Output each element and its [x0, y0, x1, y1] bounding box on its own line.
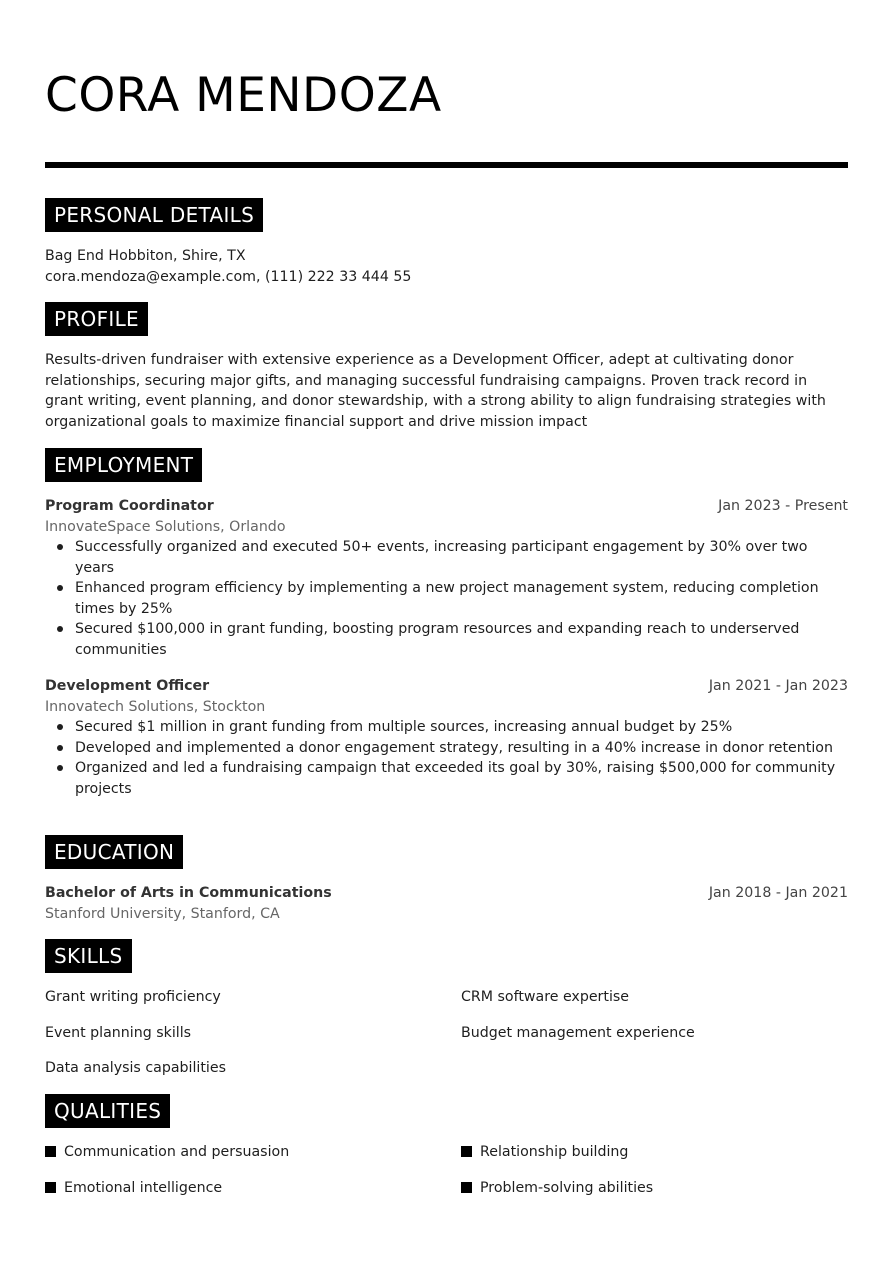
square-bullet-icon: [45, 1146, 56, 1157]
job-bullet: Secured $100,000 in grant funding, boosting program resources and expanding reach to underserved communities: [45, 619, 848, 660]
education-dates: Jan 2018 - Jan 2021: [708, 885, 848, 901]
job-bullet: Organized and led a fundraising campaign that exceeded its goal by 30%, raising $500,000 for community projects: [45, 758, 848, 799]
skill-item: Grant writing proficiency: [45, 989, 221, 1005]
bullet-dot-icon: [57, 626, 63, 632]
job-dates: Jan 2023 - Present: [718, 498, 848, 514]
profile-text: Results-driven fundraiser with extensive experience as a Development Officer, adept at cultivating donor relationships, securing major gifts, and managing successful fundraising campaigns. Proven track record in grant writing, event planning, and donor stewardship, with a strong ability to align fundraising strategies with organizational goals to maximize financial support and drive mission impact: [45, 352, 826, 430]
section-title-qualities: QUALITIES: [45, 1094, 170, 1128]
job-company: Innovatech Solutions, Stockton: [45, 699, 266, 715]
candidate-name: CORA MENDOZA: [45, 68, 442, 123]
section-title-employment: EMPLOYMENT: [45, 448, 202, 482]
quality-item: Emotional intelligence: [45, 1178, 222, 1199]
contact-text: cora.mendoza@example.com, (111) 222 33 444 55: [45, 269, 412, 285]
job-company: InnovateSpace Solutions, Orlando: [45, 519, 286, 535]
quality-item: Problem-solving abilities: [461, 1178, 653, 1199]
degree-title: Bachelor of Arts in Communications: [45, 885, 332, 901]
skill-item: Data analysis capabilities: [45, 1060, 226, 1076]
section-title-profile: PROFILE: [45, 302, 148, 336]
bullet-dot-icon: [57, 724, 63, 730]
quality-item: Communication and persuasion: [45, 1142, 289, 1163]
square-bullet-icon: [461, 1182, 472, 1193]
section-title-education: EDUCATION: [45, 835, 183, 869]
job-bullet: Enhanced program efficiency by implementing a new project management system, reducing completion times by 25%: [45, 578, 848, 619]
bullet-dot-icon: [57, 544, 63, 550]
job-title: Development Officer: [45, 678, 210, 694]
job-title: Program Coordinator: [45, 498, 214, 514]
job-bullet: Successfully organized and executed 50+ events, increasing participant engagement by 30% over two years: [45, 537, 848, 578]
quality-item: Relationship building: [461, 1142, 628, 1163]
bullet-dot-icon: [57, 765, 63, 771]
skill-item: CRM software expertise: [461, 989, 630, 1005]
address-text: Bag End Hobbiton, Shire, TX: [45, 248, 246, 264]
header-divider: [45, 162, 848, 168]
bullet-dot-icon: [57, 745, 63, 751]
job-bullet-list: [45, 717, 848, 799]
job-dates: Jan 2021 - Jan 2023: [708, 678, 848, 694]
bullet-dot-icon: [57, 585, 63, 591]
school-name: Stanford University, Stanford, CA: [45, 906, 280, 922]
job-bullet-list: [45, 537, 848, 660]
skill-item: Budget management experience: [461, 1025, 695, 1041]
skill-item: Event planning skills: [45, 1025, 192, 1041]
section-title-skills: SKILLS: [45, 939, 132, 973]
job-bullet: Developed and implemented a donor engagement strategy, resulting in a 40% increase in donor retention: [45, 738, 848, 759]
square-bullet-icon: [461, 1146, 472, 1157]
section-title-personal-details: PERSONAL DETAILS: [45, 198, 263, 232]
square-bullet-icon: [45, 1182, 56, 1193]
job-bullet: Secured $1 million in grant funding from multiple sources, increasing annual budget by 25%: [45, 717, 848, 738]
